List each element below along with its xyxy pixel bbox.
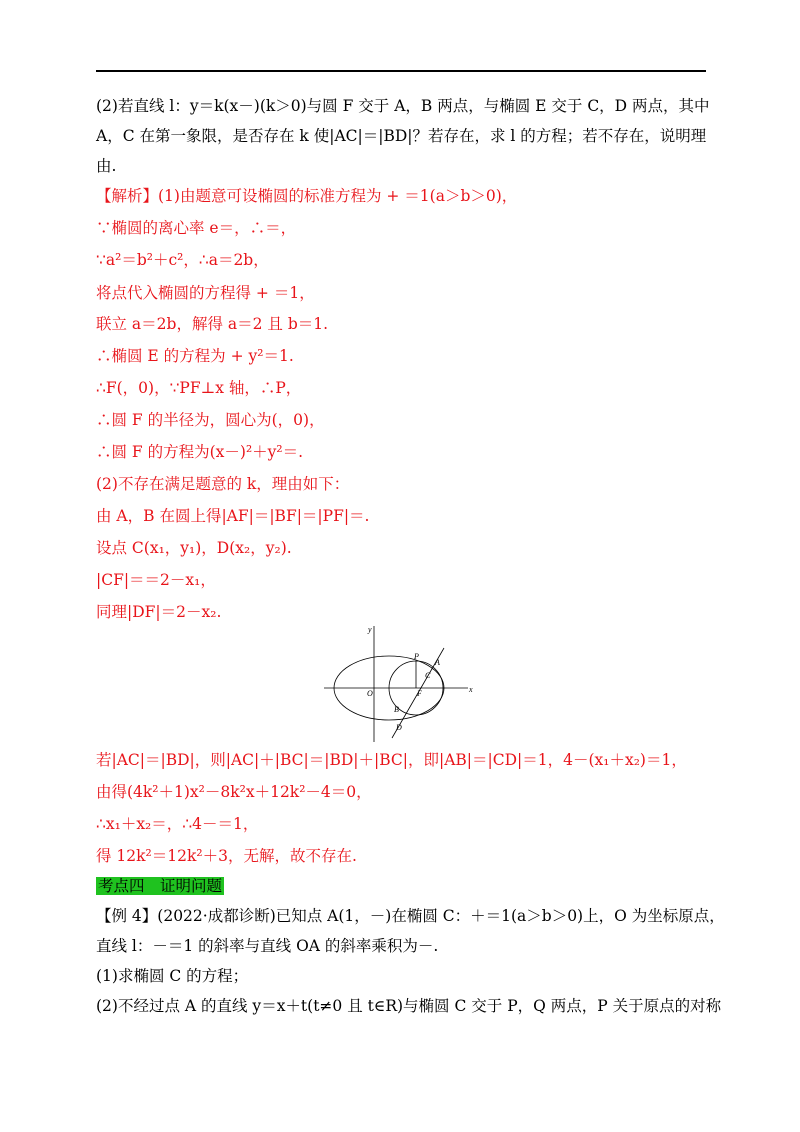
text-line: ∵椭圆的离心率 e＝，∴＝， xyxy=(96,219,297,237)
label-p: P xyxy=(414,652,419,661)
text-line: A，C 在第一象限，是否存在 k 使|AC|＝|BD|？若存在，求 l 的方程；若不存在，说明理 xyxy=(96,127,707,145)
x-axis-label: x xyxy=(469,685,473,694)
text-line: (2)不存在满足题意的 k，理由如下： xyxy=(96,475,350,493)
label-o: O xyxy=(367,689,373,698)
text-line: 将点代入椭圆的方程得 + ＝1， xyxy=(96,284,315,302)
text-line: ∵a²＝b²＋c²，∴a＝2b， xyxy=(96,251,269,269)
label-c: C xyxy=(425,671,431,680)
text-line: 同理|DF|＝2－x₂. xyxy=(96,603,222,621)
ellipse-circle-figure xyxy=(322,622,478,746)
y-axis-label: y xyxy=(368,625,372,634)
text-line: 设点 C(x₁，y₁)，D(x₂，y₂). xyxy=(96,539,292,557)
text-line: (1)求椭圆 C 的方程； xyxy=(96,967,249,985)
label-b: B xyxy=(394,705,399,714)
text-line: ∴椭圆 E 的方程为 + y²＝1. xyxy=(96,347,294,365)
text-line: (2)若直线 l：y＝k(x－)(k＞0)与圆 F 交于 A，B 两点，与椭圆 E 交于 C，D 两点，其中 xyxy=(96,97,710,115)
header-rule xyxy=(96,70,706,72)
text-line: 【解析】(1)由题意可设椭圆的标准方程为 + ＝1(a＞b＞0)， xyxy=(96,187,518,205)
section-tag: 考点四 证明问题 xyxy=(98,877,223,895)
text-line: 直线 l：－＝1 的斜率与直线 OA 的斜率乘积为－. xyxy=(96,937,439,955)
text-line: 得 12k²＝12k²＋3，无解，故不存在. xyxy=(96,847,357,865)
text-line: 【例 4】(2022·成都诊断)已知点 A(1，－)在椭圆 C：＋＝1(a＞b＞0)上，O 为坐标原点， xyxy=(96,907,725,925)
label-f: F xyxy=(417,689,422,698)
text-line: 由得(4k²＋1)x²－8k²x＋12k²－4＝0， xyxy=(96,783,372,801)
text-line: ∴圆 F 的半径为，圆心为(，0)， xyxy=(96,411,325,429)
text-line: 由 A，B 在圆上得|AF|＝|BF|＝|PF|＝. xyxy=(96,507,370,525)
text-line: ∴圆 F 的方程为(x－)²＋y²＝. xyxy=(96,443,304,461)
label-a: A xyxy=(435,658,440,667)
text-line: ∴x₁＋x₂＝，∴4－＝1， xyxy=(96,815,259,833)
text-line: (2)不经过点 A 的直线 y＝x＋t(t≠0 且 t∈R)与椭圆 C 交于 P，Q 两点，P 关于原点的对称 xyxy=(96,997,722,1015)
label-d: D xyxy=(396,723,402,732)
text-line: 若|AC|＝|BD|，则|AC|＋|BC|＝|BD|＋|BC|，即|AB|＝|CD|＝1，4－(x₁＋x₂)＝1， xyxy=(96,751,687,769)
text-line: ∴F(，0)，∵PF⊥x 轴，∴P， xyxy=(96,379,302,397)
text-line: 由. xyxy=(96,157,117,175)
text-line xyxy=(96,876,224,896)
text-line: |CF|＝＝2－x₁， xyxy=(96,571,216,589)
text-line: 联立 a＝2b，解得 a＝2 且 b＝1. xyxy=(96,315,329,333)
